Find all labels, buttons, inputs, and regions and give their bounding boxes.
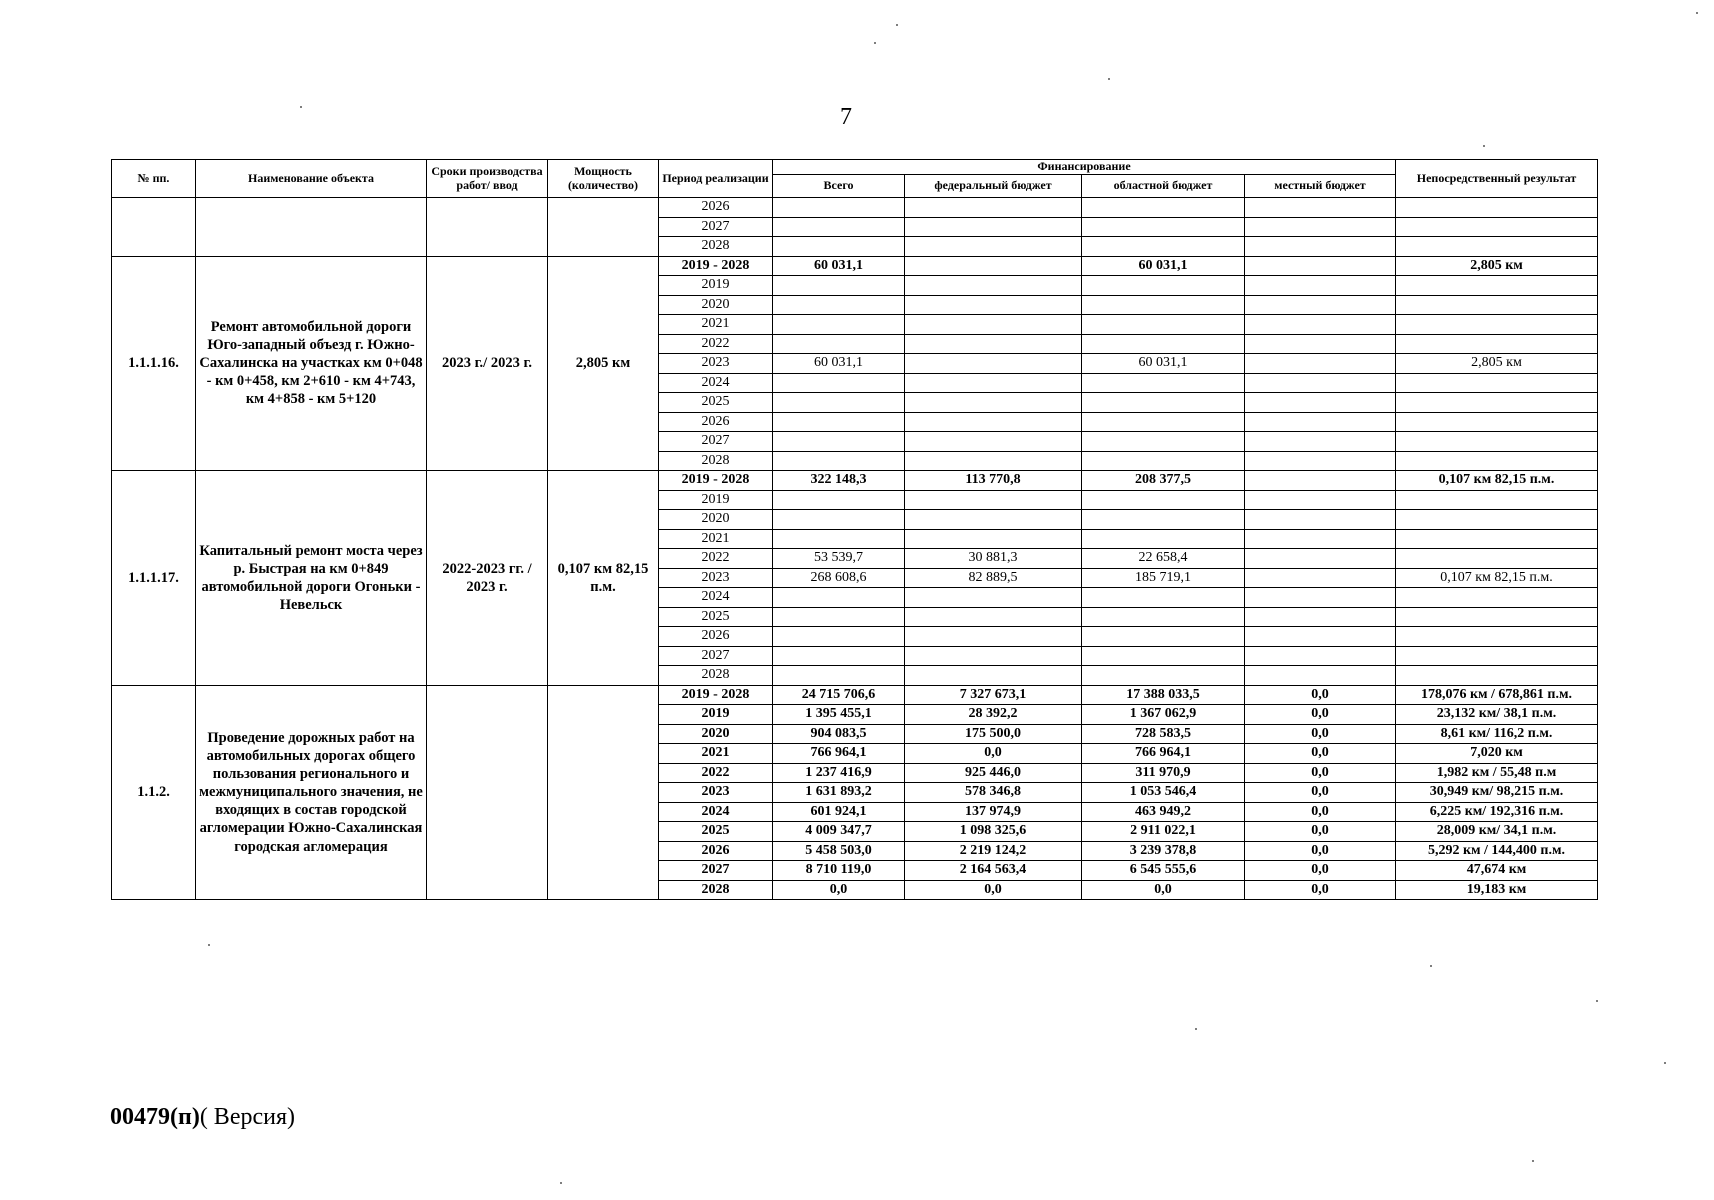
- cell-local: [1245, 393, 1396, 413]
- cell-result: 178,076 км / 678,861 п.м.: [1396, 685, 1598, 705]
- cell-regional: [1082, 646, 1245, 666]
- object-name: Проведение дорожных работ на автомобильных дорогах общего пользования регионального и межмуниципального значения, не входящих в состав городской агломерации Южно-Сахалинская городская агломерация: [196, 685, 427, 900]
- work-terms: [427, 685, 548, 900]
- cell-local: [1245, 334, 1396, 354]
- cell-total: 60 031,1: [773, 354, 905, 374]
- cell-local: [1245, 276, 1396, 296]
- header-no: № пп.: [112, 160, 196, 198]
- cell-result: 0,107 км 82,15 п.м.: [1396, 568, 1598, 588]
- cell-regional: [1082, 412, 1245, 432]
- cell-total: [773, 666, 905, 686]
- cell-total: [773, 373, 905, 393]
- cell-result: 7,020 км: [1396, 744, 1598, 764]
- cell-period: 2019: [659, 705, 773, 725]
- cell-local: [1245, 217, 1396, 237]
- item-number: [112, 198, 196, 257]
- cell-result: [1396, 451, 1598, 471]
- cell-total: [773, 490, 905, 510]
- cell-federal: [905, 451, 1082, 471]
- capacity: 0,107 км 82,15 п.м.: [548, 471, 659, 686]
- cell-total: [773, 646, 905, 666]
- cell-local: 0,0: [1245, 724, 1396, 744]
- cell-local: [1245, 451, 1396, 471]
- cell-local: [1245, 568, 1396, 588]
- cell-result: 47,674 км: [1396, 861, 1598, 881]
- cell-result: [1396, 490, 1598, 510]
- cell-local: [1245, 315, 1396, 335]
- cell-federal: [905, 646, 1082, 666]
- cell-regional: [1082, 451, 1245, 471]
- cell-total: [773, 334, 905, 354]
- cell-federal: [905, 393, 1082, 413]
- cell-regional: [1082, 529, 1245, 549]
- cell-regional: [1082, 276, 1245, 296]
- cell-regional: 185 719,1: [1082, 568, 1245, 588]
- header-federal: федеральный бюджет: [905, 175, 1082, 198]
- cell-regional: 208 377,5: [1082, 471, 1245, 491]
- cell-federal: 578 346,8: [905, 783, 1082, 803]
- table-row: [112, 471, 1598, 491]
- cell-regional: 17 388 033,5: [1082, 685, 1245, 705]
- cell-result: 23,132 км/ 38,1 п.м.: [1396, 705, 1598, 725]
- cell-regional: [1082, 373, 1245, 393]
- cell-total: [773, 295, 905, 315]
- cell-period: 2026: [659, 198, 773, 218]
- cell-result: [1396, 393, 1598, 413]
- item-number: 1.1.2.: [112, 685, 196, 900]
- work-terms: [427, 198, 548, 257]
- cell-period: 2025: [659, 607, 773, 627]
- cell-period: 2028: [659, 880, 773, 900]
- cell-period: 2020: [659, 295, 773, 315]
- cell-result: 8,61 км/ 116,2 п.м.: [1396, 724, 1598, 744]
- cell-federal: [905, 490, 1082, 510]
- cell-result: [1396, 276, 1598, 296]
- header-capacity: Мощность (количество): [548, 160, 659, 198]
- cell-result: 1,982 км / 55,48 п.м: [1396, 763, 1598, 783]
- cell-period: 2028: [659, 451, 773, 471]
- cell-regional: [1082, 627, 1245, 647]
- cell-result: [1396, 315, 1598, 335]
- object-name: Ремонт автомобильной дороги Юго-западный объезд г. Южно-Сахалинска на участках км 0+048 - км 0+458, км 2+610 - км 4+743, км 4+858 - км 5+120: [196, 256, 427, 471]
- cell-federal: [905, 315, 1082, 335]
- document-footer: [110, 1104, 295, 1131]
- cell-federal: 2 219 124,2: [905, 841, 1082, 861]
- cell-federal: [905, 666, 1082, 686]
- cell-result: 2,805 км: [1396, 256, 1598, 276]
- cell-result: [1396, 373, 1598, 393]
- cell-local: [1245, 510, 1396, 530]
- cell-regional: 60 031,1: [1082, 354, 1245, 374]
- cell-total: 322 148,3: [773, 471, 905, 491]
- cell-regional: [1082, 334, 1245, 354]
- cell-federal: [905, 607, 1082, 627]
- cell-federal: [905, 295, 1082, 315]
- cell-federal: 7 327 673,1: [905, 685, 1082, 705]
- object-name: Капитальный ремонт моста через р. Быстрая на км 0+849 автомобильной дороги Огоньки - Невельск: [196, 471, 427, 686]
- cell-total: [773, 432, 905, 452]
- header-terms: Сроки производства работ/ ввод: [427, 160, 548, 198]
- cell-period: 2024: [659, 588, 773, 608]
- cell-local: [1245, 354, 1396, 374]
- capacity: [548, 198, 659, 257]
- cell-period: 2020: [659, 510, 773, 530]
- header-name: Наименование объекта: [196, 160, 427, 198]
- cell-local: [1245, 588, 1396, 608]
- cell-federal: 2 164 563,4: [905, 861, 1082, 881]
- cell-regional: 0,0: [1082, 880, 1245, 900]
- cell-period: 2022: [659, 549, 773, 569]
- work-terms: 2022-2023 гг. / 2023 г.: [427, 471, 548, 686]
- cell-result: [1396, 217, 1598, 237]
- page-number: 7: [840, 104, 852, 130]
- cell-total: 1 631 893,2: [773, 783, 905, 803]
- cell-result: [1396, 529, 1598, 549]
- cell-federal: 0,0: [905, 744, 1082, 764]
- header-regional: областной бюджет: [1082, 175, 1245, 198]
- cell-local: [1245, 646, 1396, 666]
- cell-result: [1396, 646, 1598, 666]
- cell-local: [1245, 549, 1396, 569]
- cell-period: 2019 - 2028: [659, 685, 773, 705]
- cell-total: [773, 198, 905, 218]
- object-name: [196, 198, 427, 257]
- cell-total: 1 395 455,1: [773, 705, 905, 725]
- cell-regional: 728 583,5: [1082, 724, 1245, 744]
- cell-local: [1245, 237, 1396, 257]
- cell-period: 2027: [659, 646, 773, 666]
- cell-local: 0,0: [1245, 880, 1396, 900]
- cell-period: 2027: [659, 217, 773, 237]
- cell-regional: [1082, 432, 1245, 452]
- cell-federal: [905, 529, 1082, 549]
- header-financing: Финансирование: [773, 160, 1396, 175]
- cell-federal: 1 098 325,6: [905, 822, 1082, 842]
- cell-federal: 113 770,8: [905, 471, 1082, 491]
- cell-federal: [905, 276, 1082, 296]
- cell-federal: [905, 627, 1082, 647]
- cell-local: [1245, 373, 1396, 393]
- cell-local: [1245, 256, 1396, 276]
- cell-result: [1396, 627, 1598, 647]
- cell-total: 8 710 119,0: [773, 861, 905, 881]
- cell-regional: 1 367 062,9: [1082, 705, 1245, 725]
- document-version: ( Версия): [199, 1104, 295, 1130]
- capacity: 2,805 км: [548, 256, 659, 471]
- cell-total: [773, 315, 905, 335]
- cell-total: [773, 529, 905, 549]
- cell-total: [773, 412, 905, 432]
- cell-result: [1396, 412, 1598, 432]
- cell-federal: [905, 334, 1082, 354]
- cell-federal: 0,0: [905, 880, 1082, 900]
- cell-period: 2026: [659, 841, 773, 861]
- cell-period: 2027: [659, 861, 773, 881]
- cell-total: [773, 217, 905, 237]
- cell-total: [773, 393, 905, 413]
- cell-regional: [1082, 490, 1245, 510]
- cell-federal: [905, 198, 1082, 218]
- cell-local: [1245, 666, 1396, 686]
- cell-total: [773, 237, 905, 257]
- cell-federal: [905, 217, 1082, 237]
- cell-federal: [905, 237, 1082, 257]
- cell-total: 904 083,5: [773, 724, 905, 744]
- cell-period: 2019 - 2028: [659, 471, 773, 491]
- document-code: 00479(п): [110, 1104, 200, 1130]
- capacity: [548, 685, 659, 900]
- cell-result: [1396, 510, 1598, 530]
- cell-total: 5 458 503,0: [773, 841, 905, 861]
- cell-period: 2028: [659, 237, 773, 257]
- cell-result: [1396, 334, 1598, 354]
- header-total: Всего: [773, 175, 905, 198]
- cell-total: 24 715 706,6: [773, 685, 905, 705]
- cell-local: [1245, 529, 1396, 549]
- cell-total: [773, 627, 905, 647]
- cell-result: 0,107 км 82,15 п.м.: [1396, 471, 1598, 491]
- cell-federal: [905, 256, 1082, 276]
- cell-regional: [1082, 588, 1245, 608]
- cell-regional: [1082, 295, 1245, 315]
- cell-result: 28,009 км/ 34,1 п.м.: [1396, 822, 1598, 842]
- cell-period: 2027: [659, 432, 773, 452]
- cell-regional: [1082, 510, 1245, 530]
- cell-period: 2019 - 2028: [659, 256, 773, 276]
- cell-total: 1 237 416,9: [773, 763, 905, 783]
- cell-total: 0,0: [773, 880, 905, 900]
- cell-total: [773, 451, 905, 471]
- cell-regional: 2 911 022,1: [1082, 822, 1245, 842]
- cell-period: 2021: [659, 529, 773, 549]
- cell-federal: [905, 412, 1082, 432]
- cell-total: [773, 607, 905, 627]
- cell-federal: 175 500,0: [905, 724, 1082, 744]
- cell-federal: 925 446,0: [905, 763, 1082, 783]
- cell-local: [1245, 198, 1396, 218]
- cell-period: 2023: [659, 783, 773, 803]
- cell-federal: 82 889,5: [905, 568, 1082, 588]
- cell-result: 5,292 км / 144,400 п.м.: [1396, 841, 1598, 861]
- cell-total: 53 539,7: [773, 549, 905, 569]
- cell-local: 0,0: [1245, 705, 1396, 725]
- item-number: 1.1.1.16.: [112, 256, 196, 471]
- cell-period: 2023: [659, 568, 773, 588]
- financing-table: [111, 159, 1598, 900]
- cell-federal: [905, 432, 1082, 452]
- cell-local: 0,0: [1245, 763, 1396, 783]
- cell-local: [1245, 432, 1396, 452]
- cell-result: [1396, 198, 1598, 218]
- cell-federal: [905, 510, 1082, 530]
- cell-local: 0,0: [1245, 802, 1396, 822]
- cell-period: 2019: [659, 490, 773, 510]
- cell-regional: [1082, 237, 1245, 257]
- cell-total: [773, 276, 905, 296]
- cell-total: 601 924,1: [773, 802, 905, 822]
- cell-total: 766 964,1: [773, 744, 905, 764]
- cell-period: 2025: [659, 393, 773, 413]
- cell-local: 0,0: [1245, 861, 1396, 881]
- table-body: [112, 198, 1598, 900]
- cell-regional: 22 658,4: [1082, 549, 1245, 569]
- cell-local: 0,0: [1245, 685, 1396, 705]
- cell-period: 2024: [659, 373, 773, 393]
- cell-period: 2026: [659, 412, 773, 432]
- table-row: [112, 685, 1598, 705]
- header-period: Период реализации: [659, 160, 773, 198]
- cell-period: 2023: [659, 354, 773, 374]
- table-row: [112, 198, 1598, 218]
- header-result: Непосредственный результат: [1396, 160, 1598, 198]
- cell-regional: [1082, 607, 1245, 627]
- cell-result: 2,805 км: [1396, 354, 1598, 374]
- cell-result: [1396, 588, 1598, 608]
- cell-period: 2028: [659, 666, 773, 686]
- cell-result: [1396, 295, 1598, 315]
- cell-local: [1245, 412, 1396, 432]
- cell-federal: 28 392,2: [905, 705, 1082, 725]
- header-local: местный бюджет: [1245, 175, 1396, 198]
- cell-local: 0,0: [1245, 744, 1396, 764]
- cell-regional: 6 545 555,6: [1082, 861, 1245, 881]
- cell-period: 2021: [659, 315, 773, 335]
- cell-result: [1396, 607, 1598, 627]
- cell-federal: [905, 354, 1082, 374]
- item-number: 1.1.1.17.: [112, 471, 196, 686]
- cell-federal: [905, 588, 1082, 608]
- cell-result: [1396, 666, 1598, 686]
- cell-local: 0,0: [1245, 822, 1396, 842]
- cell-result: 30,949 км/ 98,215 п.м.: [1396, 783, 1598, 803]
- cell-result: [1396, 549, 1598, 569]
- cell-local: [1245, 627, 1396, 647]
- cell-regional: 463 949,2: [1082, 802, 1245, 822]
- cell-regional: [1082, 217, 1245, 237]
- cell-regional: [1082, 198, 1245, 218]
- cell-period: 2022: [659, 334, 773, 354]
- cell-local: [1245, 607, 1396, 627]
- cell-period: 2022: [659, 763, 773, 783]
- cell-period: 2024: [659, 802, 773, 822]
- cell-local: [1245, 471, 1396, 491]
- cell-federal: 137 974,9: [905, 802, 1082, 822]
- cell-total: 60 031,1: [773, 256, 905, 276]
- cell-result: [1396, 237, 1598, 257]
- cell-regional: 311 970,9: [1082, 763, 1245, 783]
- work-terms: 2023 г./ 2023 г.: [427, 256, 548, 471]
- cell-period: 2026: [659, 627, 773, 647]
- cell-total: 268 608,6: [773, 568, 905, 588]
- cell-total: [773, 588, 905, 608]
- cell-local: [1245, 490, 1396, 510]
- cell-federal: 30 881,3: [905, 549, 1082, 569]
- cell-regional: 1 053 546,4: [1082, 783, 1245, 803]
- cell-period: 2019: [659, 276, 773, 296]
- table-row: [112, 256, 1598, 276]
- cell-regional: 766 964,1: [1082, 744, 1245, 764]
- cell-local: 0,0: [1245, 841, 1396, 861]
- cell-total: 4 009 347,7: [773, 822, 905, 842]
- cell-local: [1245, 295, 1396, 315]
- cell-result: 6,225 км/ 192,316 п.м.: [1396, 802, 1598, 822]
- cell-federal: [905, 373, 1082, 393]
- cell-regional: [1082, 393, 1245, 413]
- cell-regional: 60 031,1: [1082, 256, 1245, 276]
- cell-period: 2020: [659, 724, 773, 744]
- cell-local: 0,0: [1245, 783, 1396, 803]
- cell-period: 2021: [659, 744, 773, 764]
- cell-regional: [1082, 666, 1245, 686]
- cell-result: 19,183 км: [1396, 880, 1598, 900]
- cell-result: [1396, 432, 1598, 452]
- cell-total: [773, 510, 905, 530]
- cell-regional: 3 239 378,8: [1082, 841, 1245, 861]
- cell-period: 2025: [659, 822, 773, 842]
- cell-regional: [1082, 315, 1245, 335]
